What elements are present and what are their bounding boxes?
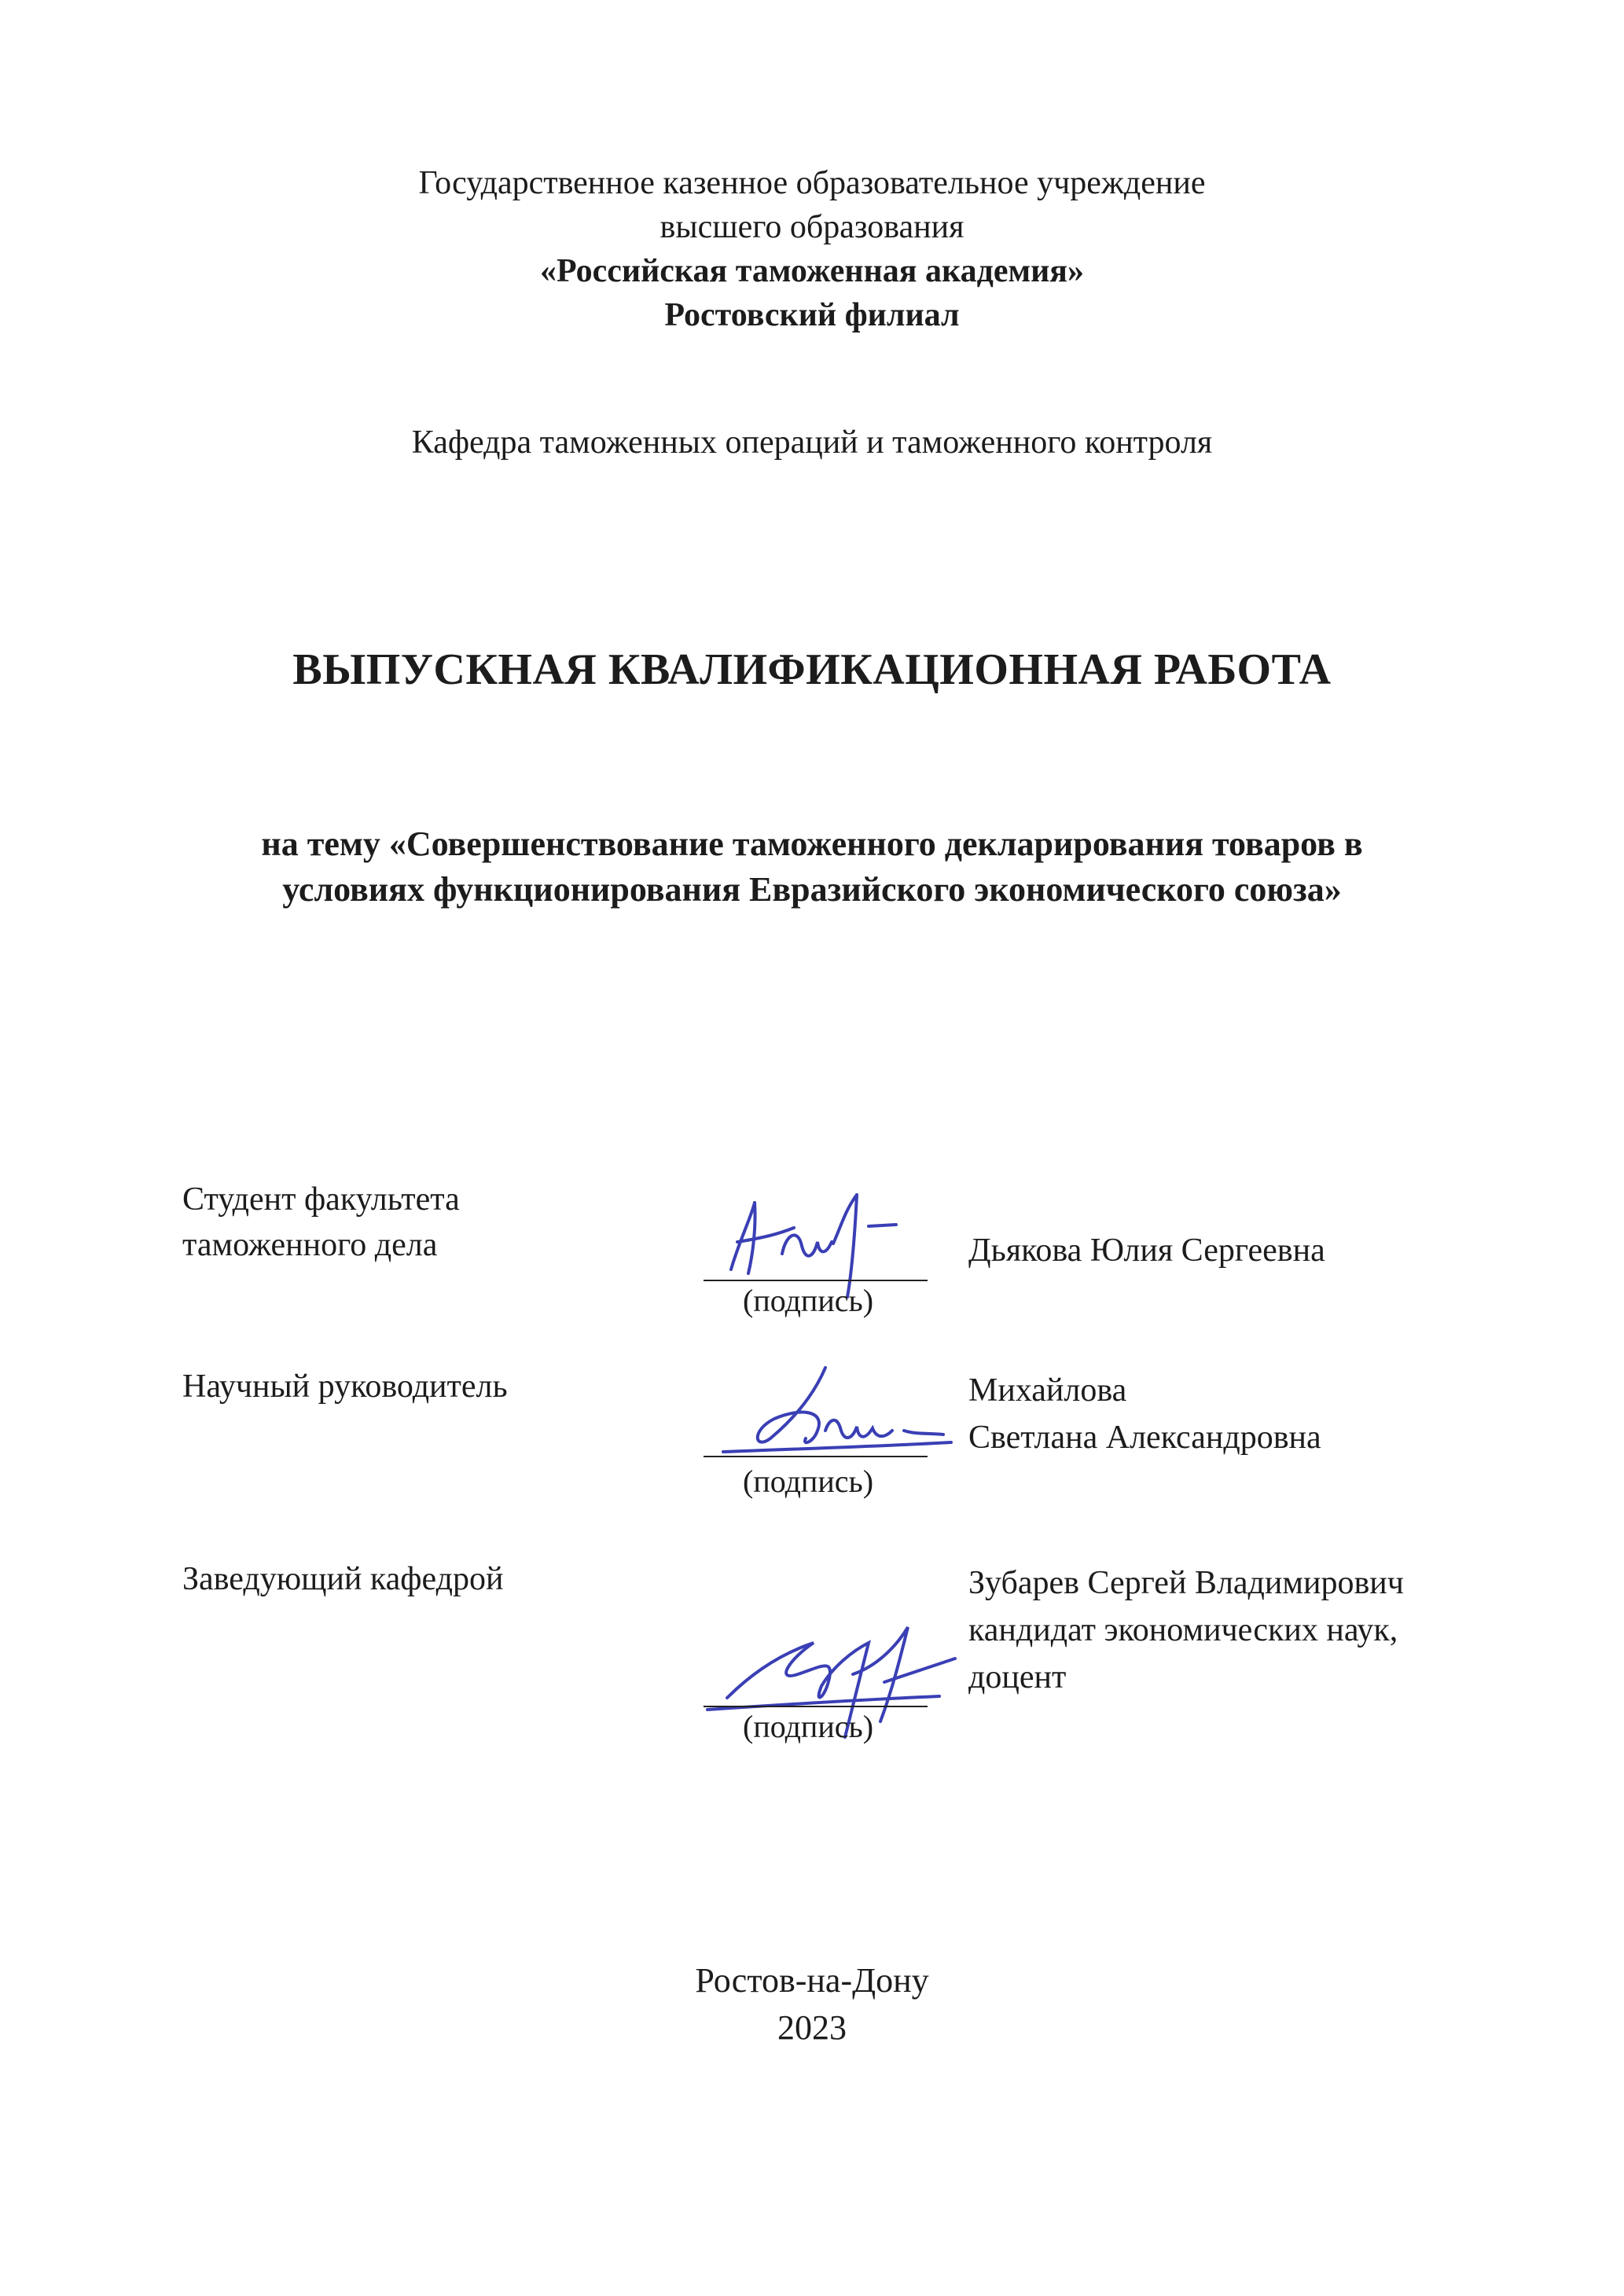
head-degree: кандидат экономических наук,	[968, 1612, 1398, 1648]
role-head-of-department: Заведующий кафедрой	[182, 1561, 504, 1597]
footer-city: Ростов-на-Дону	[695, 1961, 929, 2000]
head-title: доцент	[968, 1659, 1067, 1695]
document-title: ВЫПУСКНАЯ КВАЛИФИКАЦИОННАЯ РАБОТА	[292, 645, 1332, 694]
institution-name: «Российская таможенная академия»	[539, 253, 1084, 289]
supervisor-signature-caption: (подпись)	[743, 1464, 874, 1499]
role-supervisor: Научный руководитель	[182, 1368, 508, 1405]
role-student-line-1: Студент факультета	[182, 1181, 460, 1218]
supervisor-signature	[707, 1364, 959, 1474]
supervisor-surname: Михайлова	[968, 1372, 1127, 1409]
institution-header	[0, 161, 1624, 337]
supervisor-given-names: Светлана Александровна	[968, 1420, 1321, 1456]
head-signature-caption: (подпись)	[743, 1709, 874, 1744]
student-signature-caption: (подпись)	[743, 1283, 874, 1318]
institution-line-2: высшего образования	[660, 209, 964, 245]
footer	[0, 1957, 1624, 2052]
institution-line-1: Государственное казенное образовательное учреждение	[418, 165, 1206, 201]
head-name: Зубарев Сергей Владимирович	[968, 1565, 1404, 1601]
student-name: Дьякова Юлия Сергеевна	[968, 1232, 1325, 1269]
topic-line-1: на тему «Совершенствование таможенного декларирования товаров в	[261, 825, 1363, 863]
branch-name: Ростовский филиал	[664, 297, 960, 333]
thesis-topic	[0, 821, 1624, 913]
footer-year: 2023	[777, 2008, 847, 2047]
supervisor-signature-line	[704, 1456, 928, 1457]
department-name: Кафедра таможенных операций и таможенного контроля	[411, 424, 1213, 461]
topic-line-2: условиях функционирования Евразийского экономического союза»	[282, 870, 1342, 909]
role-student-line-2: таможенного дела	[182, 1227, 438, 1263]
